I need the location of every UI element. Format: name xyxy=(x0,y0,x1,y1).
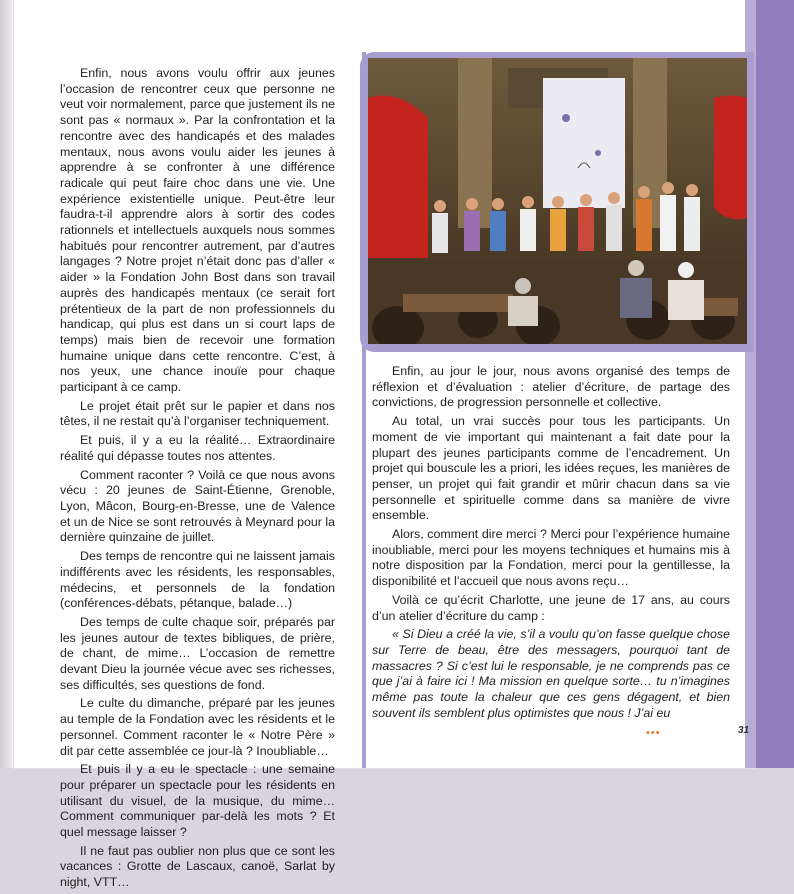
quote-paragraph: « Si Dieu a créé la vie, s’il a voulu qu’on fasse quelque chose sur Terre de beau, être des messagers, pourquoi tant de massacres ? Si c’est lui le responsable, je ne comprends pas ce que j’ai à faire ici ! Ma mission en quelque sorte… tu n’imagines même pas toute la chaleur que ces gens dégagent, et bien souvent ils semblent plus optimistes que nous ! J’ai eu xyxy=(372,627,730,720)
paragraph: Le culte du dimanche, préparé par les jeunes au temple de la Fondation avec les résidents et le personnel. Comment raconter le « Notre Père » dit par cette assemblée ce jour-là ? Inoubliable… xyxy=(60,696,335,758)
left-column-text xyxy=(60,66,335,894)
page-number: 31 xyxy=(738,725,750,736)
right-column-text xyxy=(372,364,730,724)
paragraph: Comment raconter ? Voilà ce que nous avons vécu : 20 jeunes de Saint-Étienne, Grenoble, Lyon, Mâcon, Bourg-en-Bresse, une de Valence et un de Nice se sont retrouvés à Meynard pour la dernière quinzaine de juillet. xyxy=(60,467,335,545)
paragraph: Et puis, il y a eu la réalité… Extraordinaire réalité qui dépasse toutes nos attentes. xyxy=(60,433,335,463)
page-spine xyxy=(0,0,14,768)
continuation-dots: ••• xyxy=(646,727,661,739)
paragraph: Enfin, nous avons voulu offrir aux jeunes l’occasion de rencontrer ceux que personne ne veut voir normalement, parce que justement ils ne sont pas « normaux ». Par la confrontation et la rencontre avec des handicapés et des malades mentaux, nous avons voulu aider les jeunes à apprendre à se confronter à une différence radicale qui peut faire choc dans une vie. Une expérience existentielle unique. Peut-être leur faudra-t-il apprendre alors à sortir des codes rationnels et intellectuels auxquels nous sommes habitués pour rencontrer autrement, par d’autres langages ? Notre projet n’était donc pas d’aller « aider » la Fondation John Bost dans son travail auprès des handicapés mentaux (ce serait fort prétentieux de la part de non professionnels du handicap, qui plus est dans un si court laps de temps) mais bien de recevoir une formation humaine unique dans cette rencontre. C’est, à nos yeux, une chance inouïe pour chaque participant à ce camp. xyxy=(60,66,335,395)
side-band xyxy=(756,0,794,768)
red-curtain-right xyxy=(714,96,747,220)
paragraph: Et puis il y a eu le spectacle : une semaine pour préparer un spectacle pour les résidents en utilisant du visuel, de la musique, du mime… Comment communiquer par-delà les mots ? Et quel message laisser ? xyxy=(60,762,335,840)
paragraph: Enfin, au jour le jour, nous avons organisé des temps de réflexion et d’évaluation : atelier d’écriture, de partage des convictions, de progression personnelle et collective. xyxy=(372,364,730,410)
paragraph: Alors, comment dire merci ? Merci pour l’expérience humaine inoubliable, merci pour les moyens techniques et humains mis à notre disposition par la Fondation, merci pour la gentillesse, la disponibilité et l’accueil que nous avons reçu… xyxy=(372,527,730,589)
paragraph: Le projet était prêt sur le papier et dans nos têtes, il ne restait qu’à l’organiser techniquement. xyxy=(60,398,335,429)
paragraph: Au total, un vrai succès pour tous les participants. Un moment de vie important qui maintenant a fait date pour la plupart des jeunes participants comme de l’encadrement. Un projet qui bouscule les a priori, les idées reçues, les manières de penser, un projet qui fait grandir et mûrir chacun dans sa vie personnelle et spirituelle comme dans sa manière de vivre ensemble. xyxy=(372,414,730,523)
photo-illustration xyxy=(368,58,747,344)
paragraph: Il ne faut pas oublier non plus que ce sont les vacances : Grotte de Lascaux, canoë, Sarlat by night, VTT… xyxy=(60,843,335,890)
paragraph: Voilà ce qu’écrit Charlotte, une jeune de 17 ans, au cours d’un atelier d’écriture du camp : xyxy=(372,592,730,623)
paragraph: Des temps de culte chaque soir, préparés par les jeunes autour de textes bibliques, de prière, de chant, de mime… L’occasion de remettre devant Dieu la journée vécue avec ses richesses, ses difficultés, ses questions de fond. xyxy=(60,614,335,692)
photo-stage-performance xyxy=(368,58,747,344)
paragraph: Des temps de rencontre qui ne laissent jamais indifférents avec les résidents, les responsables, médecins, et personnels de la fondation (conférences-débats, pétanque, balade…) xyxy=(60,549,335,611)
